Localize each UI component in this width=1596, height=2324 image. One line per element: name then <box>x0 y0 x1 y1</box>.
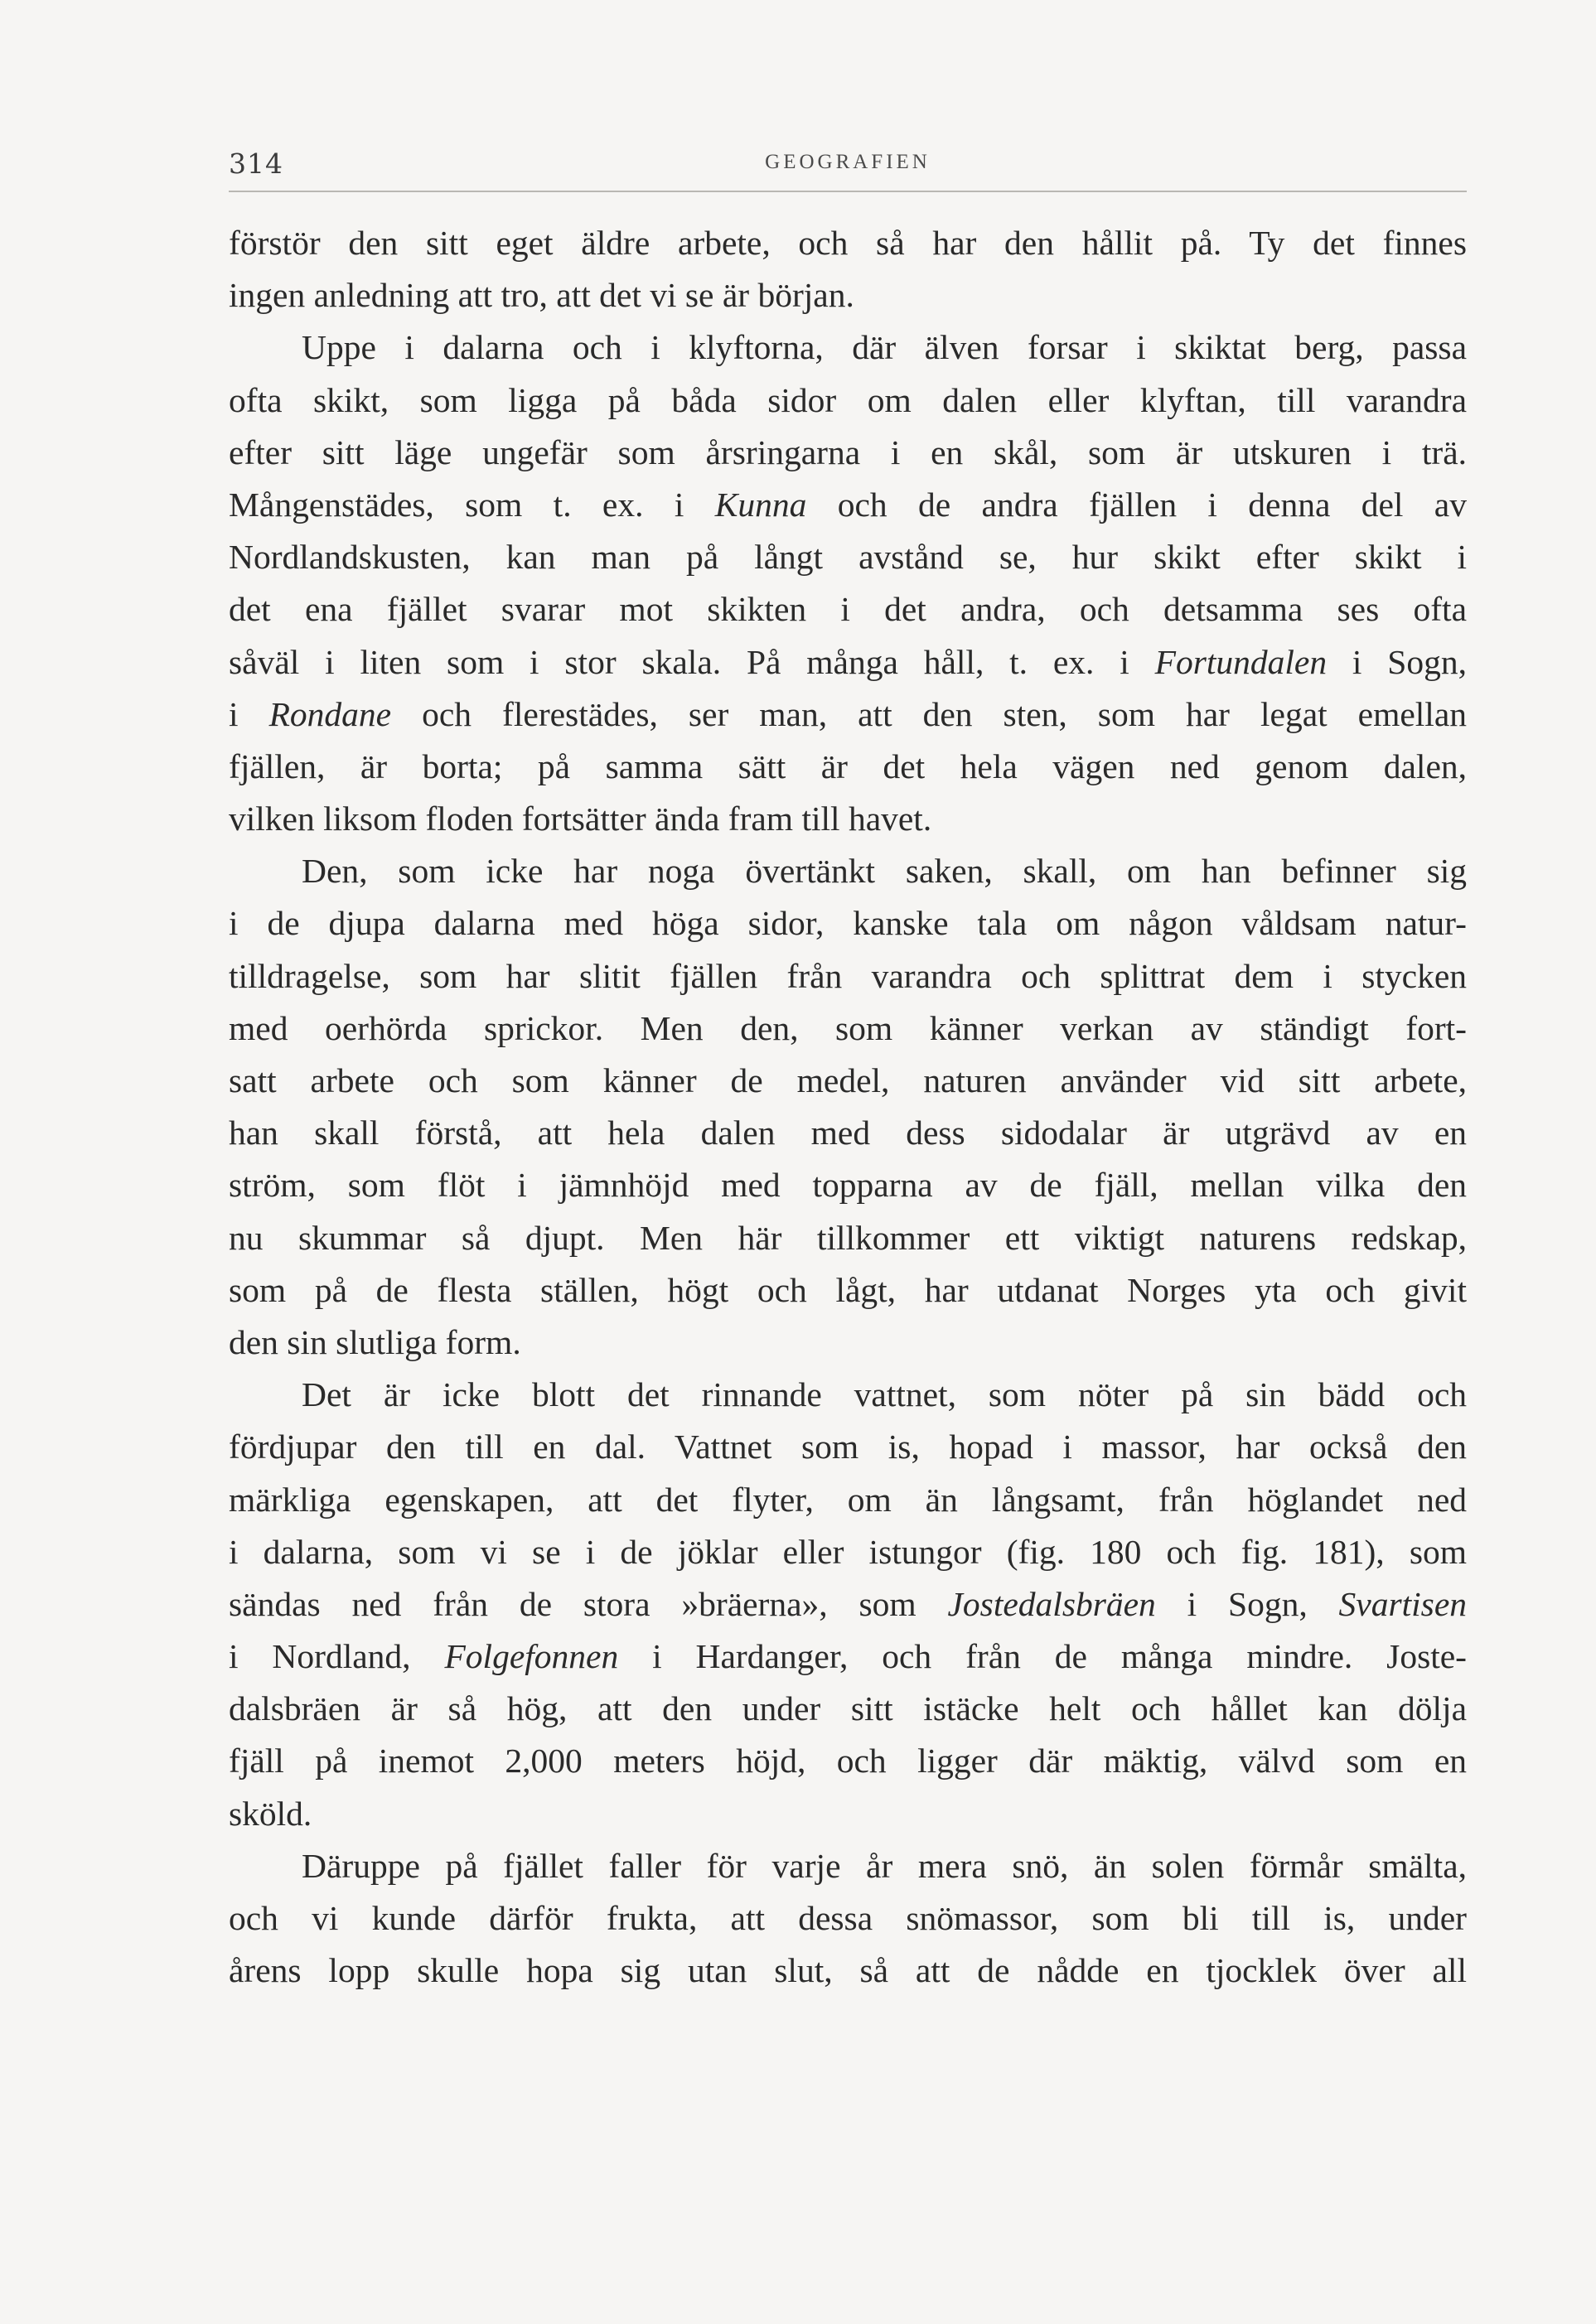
text-run: den sin slutliga form. <box>229 1322 521 1361</box>
text-line <box>229 531 1467 583</box>
text-run: märkliga egenskapen, att det flyter, om än långsamt, från höglandet ned <box>229 1480 1467 1519</box>
text-run: han skall förstå, att hela dalen med dess sidodalar är utgrävd av en <box>229 1114 1467 1152</box>
text-line <box>229 1683 1467 1735</box>
text-line <box>229 1735 1467 1787</box>
text-line <box>229 636 1467 689</box>
text-line <box>229 1945 1467 1997</box>
text-run: Nordlandskusten, kan man på långt avstånd se, hur skikt efter skikt i <box>229 538 1467 577</box>
text-line <box>229 1369 1467 1421</box>
text-run: sändas ned från de stora »bräerna», som <box>229 1584 948 1623</box>
text-run: ofta skikt, som ligga på båda sidor om dalen eller klyftan, till varandra <box>229 380 1467 419</box>
text-line <box>229 427 1467 479</box>
text-run: i Sogn, <box>1327 642 1467 681</box>
text-run: Mångenstädes, som t. ex. i <box>229 485 715 524</box>
text-line <box>229 1107 1467 1159</box>
text-line <box>229 1055 1467 1107</box>
text-run: efter sitt läge ungefär som årsringarna i en skål, som är utskuren i trä. <box>229 432 1467 471</box>
text-run: som på de flesta ställen, högt och lågt, har utdanat Norges yta och givit <box>229 1270 1467 1309</box>
text-line <box>229 321 1467 374</box>
text-line <box>229 689 1467 741</box>
text-run: nu skummar så djupt. Men här tillkommer ett viktigt naturens redskap, <box>229 1218 1467 1257</box>
italic-place-name: Fortundalen <box>1154 642 1328 681</box>
text-line <box>229 1578 1467 1631</box>
text-run: Däruppe på fjället faller för varje år mera snö, än solen förmår smälta, <box>302 1846 1467 1885</box>
text-line <box>229 1212 1467 1264</box>
text-line <box>229 897 1467 949</box>
text-run: och flerestädes, ser man, att den sten, som har legat emellan <box>391 694 1468 733</box>
text-run: i de djupa dalarna med höga sidor, kanske tala om någon våldsam natur- <box>229 904 1467 943</box>
text-line <box>229 1840 1467 1892</box>
header-rule <box>229 191 1467 192</box>
italic-place-name: Svartisen <box>1338 1584 1467 1623</box>
text-line <box>229 479 1467 531</box>
text-run: vilken liksom floden fortsätter ända fram till havet. <box>229 800 932 838</box>
text-run: ström, som flöt i jämnhöjd med topparna av de fjäll, mellan vilka den <box>229 1166 1467 1205</box>
text-line <box>229 1631 1467 1683</box>
text-line <box>229 1003 1467 1055</box>
text-run: Det är icke blott det rinnande vattnet, som nöter på sin bädd och <box>302 1375 1467 1414</box>
text-run: och vi kunde därför frukta, att dessa snömassor, som bli till is, under <box>229 1899 1467 1937</box>
text-run: och de andra fjällen i denna del av <box>806 485 1467 524</box>
text-run: med oerhörda sprickor. Men den, som känner verkan av ständigt fort- <box>229 1008 1467 1047</box>
text-line <box>229 374 1467 427</box>
text-line <box>229 950 1467 1003</box>
text-line <box>229 1317 1467 1369</box>
text-run: såväl i liten som i stor skala. På många håll, t. ex. i <box>229 642 1155 681</box>
italic-place-name: Rondane <box>268 694 392 733</box>
text-line <box>229 1892 1467 1945</box>
running-head <box>229 147 1467 189</box>
text-run: sköld. <box>229 1794 312 1833</box>
text-run: fjällen, är borta; på samma sätt är det hela vägen ned genom dalen, <box>229 746 1467 785</box>
text-line <box>229 269 1467 321</box>
text-run: fjäll på inemot 2,000 meters höjd, och ligger där mäktig, välvd som en <box>229 1742 1467 1780</box>
text-line <box>229 1421 1467 1473</box>
page-number: 314 <box>229 147 283 180</box>
text-run: i Hardanger, och från de många mindre. Joste- <box>618 1637 1468 1676</box>
italic-place-name: Jostedalsbräen <box>947 1584 1156 1623</box>
text-line <box>229 741 1467 793</box>
text-run: i <box>229 694 269 733</box>
text-line <box>229 1526 1467 1578</box>
text-line <box>229 793 1467 845</box>
text-run: Uppe i dalarna och i klyftorna, där älven forsar i skiktat berg, passa <box>302 328 1467 367</box>
text-run: årens lopp skulle hopa sig utan slut, så att de nådde en tjocklek över all <box>229 1951 1467 1990</box>
text-line <box>229 1788 1467 1840</box>
body-text <box>229 217 1467 1997</box>
text-run: i Sogn, <box>1155 1584 1339 1623</box>
text-line <box>229 1159 1467 1211</box>
text-line <box>229 583 1467 635</box>
text-run: dalsbräen är så hög, att den under sitt istäcke helt och hållet kan dölja <box>229 1689 1467 1728</box>
text-run: i dalarna, som vi se i de jöklar eller istungor (fig. 180 och fig. 181), som <box>229 1532 1467 1571</box>
text-line <box>229 845 1467 897</box>
text-run: förstör den sitt eget äldre arbete, och så har den hållit på. Ty det finnes <box>229 224 1467 262</box>
text-run: tilldragelse, som har slitit fjällen från varandra och splittrat dem i stycken <box>229 956 1467 995</box>
text-run: det ena fjället svarar mot skikten i det andra, och detsamma ses ofta <box>229 590 1467 629</box>
text-run: satt arbete och som känner de medel, naturen använder vid sitt arbete, <box>229 1061 1467 1099</box>
text-line <box>229 217 1467 269</box>
text-line <box>229 1264 1467 1317</box>
text-run: ingen anledning att tro, att det vi se är början. <box>229 276 854 315</box>
text-run: Den, som icke har noga övertänkt saken, skall, om han befinner sig <box>302 852 1467 891</box>
running-title: GEOGRAFIEN <box>765 151 931 173</box>
text-run: fördjupar den till en dal. Vattnet som is, hopad i massor, har också den <box>229 1428 1467 1466</box>
italic-place-name: Folgefonnen <box>444 1637 619 1676</box>
italic-place-name: Kunna <box>714 485 807 524</box>
text-run: i Nordland, <box>229 1637 445 1676</box>
text-line <box>229 1474 1467 1526</box>
